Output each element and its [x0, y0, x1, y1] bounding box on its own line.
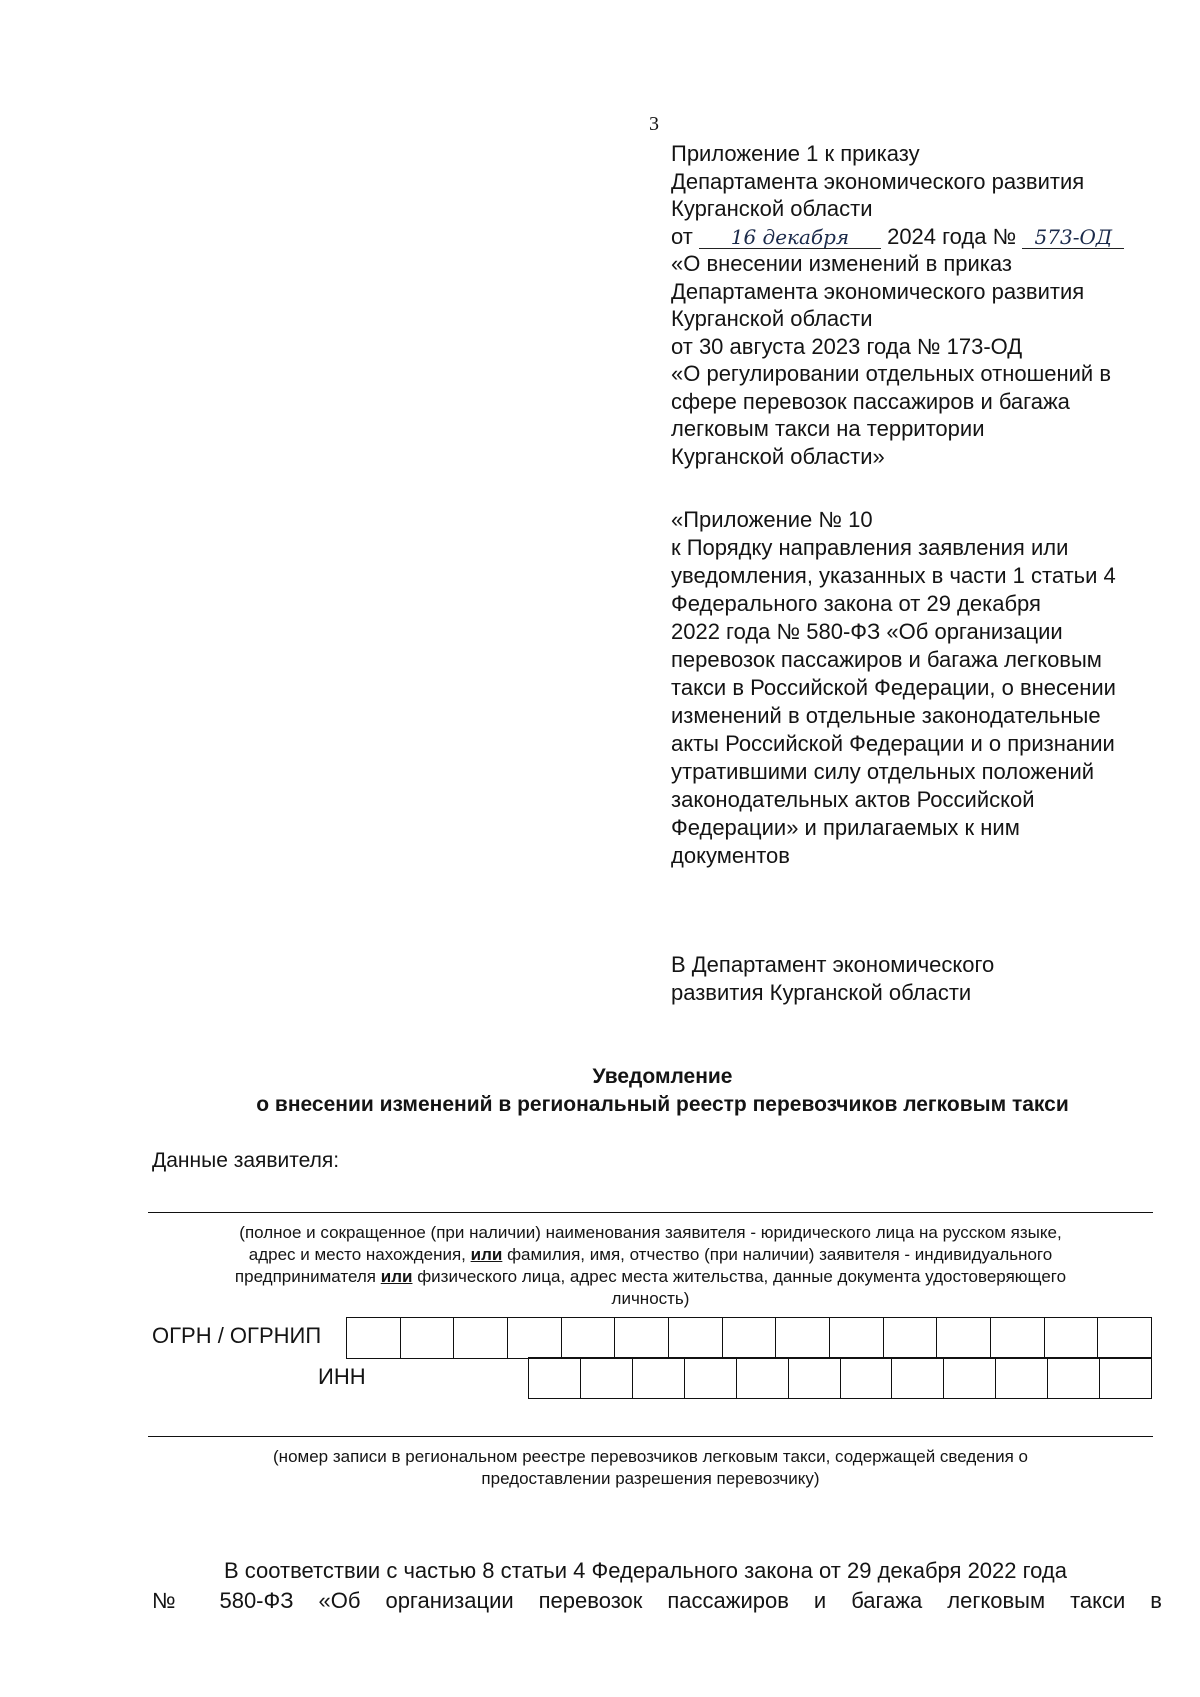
caption-line: личность)	[611, 1289, 690, 1308]
ogrn-digit-cell[interactable]	[884, 1318, 938, 1358]
caption-line	[148, 1244, 1153, 1266]
ogrn-label: ОГРН / ОГРНИП	[152, 1323, 322, 1348]
inn-digit-cell[interactable]	[892, 1358, 944, 1398]
ogrn-digit-cell[interactable]	[347, 1318, 401, 1358]
handwritten-order-number: 573-ОД	[1022, 226, 1124, 249]
caption-text: фамилия, имя, отчество (при наличии) заявителя - индивидуального	[507, 1245, 1053, 1264]
header-line: легковым такси на территории	[671, 416, 985, 441]
body-line: № 580-ФЗ «Об организации перевозок пассажиров и багажа легковым такси в	[152, 1588, 1162, 1613]
header-line: Курганской области	[671, 306, 873, 331]
appendix-line: Федерации» и прилагаемых к ним	[671, 815, 1020, 840]
caption-line: (номер записи в региональном реестре перевозчиков легковым такси, содержащей сведения о	[273, 1447, 1028, 1466]
header-line: Курганской области	[671, 196, 873, 221]
document-title	[150, 1063, 1175, 1119]
registry-number-line	[148, 1436, 1153, 1437]
header-line: Курганской области»	[671, 443, 885, 469]
applicant-data-line	[148, 1212, 1153, 1213]
inn-digit-cell[interactable]	[789, 1358, 841, 1398]
caption-text: адрес и место нахождения,	[248, 1245, 466, 1264]
header-line: сфере перевозок пассажиров и багажа	[671, 388, 1070, 414]
or-emphasis: или	[380, 1267, 413, 1286]
applicant-label: Данные заявителя:	[152, 1149, 340, 1172]
header-line: от 30 августа 2023 года № 173-ОД	[671, 333, 1023, 359]
title-line: Уведомление	[592, 1065, 733, 1088]
inn-digit-cell[interactable]	[996, 1358, 1048, 1398]
appendix-reference	[671, 506, 1196, 870]
caption-text: физического лица, адрес места жительства, данные документа удостоверяющего	[417, 1267, 1067, 1286]
inn-digit-cell[interactable]	[737, 1358, 789, 1398]
caption-line: предоставлении разрешения перевозчику)	[481, 1469, 820, 1488]
ogrn-digit-cell[interactable]	[1098, 1318, 1152, 1358]
header-line: «О внесении изменений в приказ	[671, 251, 1012, 276]
page-number: 3	[649, 113, 659, 135]
ogrn-digit-cell[interactable]	[401, 1318, 455, 1358]
appendix-line: утратившими силу отдельных положений	[671, 759, 1095, 784]
header-line: «О регулировании отдельных отношений в	[671, 361, 1112, 386]
appendix-line: изменений в отдельные законодательные	[671, 703, 1101, 728]
ogrn-digit-cell[interactable]	[830, 1318, 884, 1358]
ogrn-digit-cell[interactable]	[615, 1318, 669, 1358]
ogrn-digit-cell[interactable]	[1045, 1318, 1099, 1358]
ogrn-digit-cell[interactable]	[508, 1318, 562, 1358]
year-text: 2024 года №	[887, 223, 1017, 249]
header-line: Департамента экономического развития	[671, 278, 1085, 304]
appendix-line: такси в Российской Федерации, о внесении	[671, 675, 1116, 700]
appendix-line: перевозок пассажиров и багажа легковым	[671, 647, 1102, 672]
order-header	[671, 140, 1191, 470]
ogrn-digit-cell[interactable]	[937, 1318, 991, 1358]
header-line: Департамента экономического развития	[671, 168, 1085, 194]
ogrn-digit-cell[interactable]	[776, 1318, 830, 1358]
or-emphasis: или	[470, 1245, 503, 1264]
order-date-line	[671, 223, 1191, 251]
ogrn-digit-cell[interactable]	[669, 1318, 723, 1358]
appendix-line: законодательных актов Российской	[671, 787, 1035, 812]
appendix-line: акты Российской Федерации и о признании	[671, 731, 1115, 756]
date-prefix: от	[671, 223, 693, 249]
applicant-caption	[148, 1222, 1153, 1310]
inn-digit-cell[interactable]	[1100, 1358, 1152, 1398]
appendix-line: уведомления, указанных в части 1 статьи 4	[671, 563, 1116, 588]
appendix-line: Федерального закона от 29 декабря	[671, 591, 1041, 616]
inn-digit-cell[interactable]	[841, 1358, 893, 1398]
caption-line	[148, 1266, 1153, 1288]
recipient-line: В Департамент экономического	[671, 952, 995, 977]
title-line: о внесении изменений в региональный реестр перевозчиков легковым такси	[256, 1093, 1069, 1116]
appendix-line: «Приложение № 10	[671, 507, 873, 532]
inn-digit-cell[interactable]	[529, 1358, 581, 1398]
recipient-line: развития Курганской области	[671, 980, 972, 1005]
ogrn-input-grid[interactable]	[346, 1317, 1152, 1359]
body-paragraph	[152, 1556, 1162, 1616]
caption-line: (полное и сокращенное (при наличии) наименования заявителя - юридического лица на русском языке,	[239, 1223, 1062, 1242]
appendix-line: документов	[671, 843, 790, 868]
inn-digit-cell[interactable]	[944, 1358, 996, 1398]
caption-text: предпринимателя	[234, 1267, 377, 1286]
recipient	[671, 951, 1151, 1007]
appendix-line: к Порядку направления заявления или	[671, 535, 1069, 560]
registry-caption	[148, 1446, 1153, 1490]
inn-input-grid[interactable]	[528, 1357, 1152, 1399]
handwritten-date: 16 декабря	[699, 226, 881, 249]
inn-digit-cell[interactable]	[581, 1358, 633, 1398]
appendix-line: 2022 года № 580-ФЗ «Об организации	[671, 619, 1063, 644]
inn-digit-cell[interactable]	[633, 1358, 685, 1398]
header-line: Приложение 1 к приказу	[671, 141, 920, 166]
body-line: В соответствии с частью 8 статьи 4 Федерального закона от 29 декабря 2022 года	[224, 1558, 1067, 1583]
ogrn-digit-cell[interactable]	[562, 1318, 616, 1358]
ogrn-digit-cell[interactable]	[723, 1318, 777, 1358]
ogrn-digit-cell[interactable]	[991, 1318, 1045, 1358]
inn-digit-cell[interactable]	[1048, 1358, 1100, 1398]
inn-digit-cell[interactable]	[685, 1358, 737, 1398]
ogrn-digit-cell[interactable]	[454, 1318, 508, 1358]
inn-label: ИНН	[318, 1364, 366, 1389]
